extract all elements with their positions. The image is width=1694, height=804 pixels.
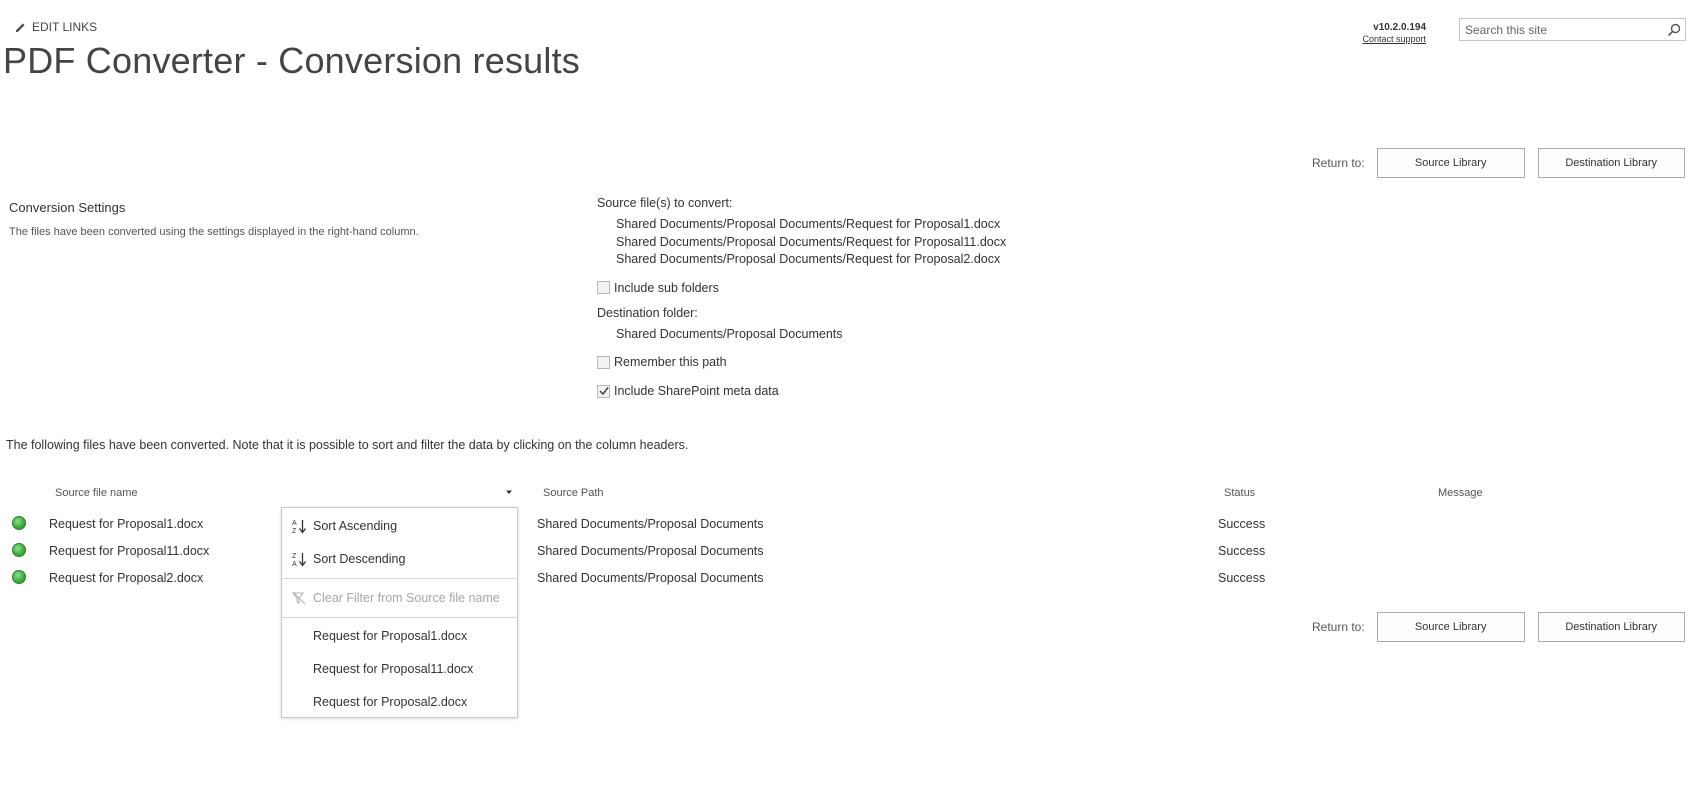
menu-divider	[282, 617, 517, 618]
row-file-name: Request for Proposal2.docx	[49, 571, 204, 585]
edit-links-label: EDIT LINKS	[32, 20, 98, 34]
source-files-label: Source file(s) to convert:	[597, 196, 733, 210]
destination-library-button[interactable]: Destination Library	[1538, 612, 1685, 642]
edit-links-link[interactable]	[15, 20, 97, 34]
sort-descending-label: Sort Descending	[313, 552, 406, 566]
svg-text:A: A	[292, 520, 297, 527]
include-sub-folders-row	[597, 281, 1006, 295]
column-header-status[interactable]: Status	[1224, 487, 1256, 499]
remember-path-label: Remember this path	[614, 355, 727, 369]
include-metadata-label: Include SharePoint meta data	[614, 384, 779, 398]
status-success-icon	[12, 516, 26, 530]
svg-text:Z: Z	[292, 553, 297, 560]
conversion-settings-description: The files have been converted using the settings displayed in the right-hand column.	[9, 226, 419, 238]
include-sub-folders-label: Include sub folders	[614, 280, 719, 295]
source-file-item: Shared Documents/Proposal Documents/Request for Proposal11.docx	[616, 234, 1007, 249]
source-file-item: Shared Documents/Proposal Documents/Request for Proposal2.docx	[616, 252, 1001, 266]
results-info-text: The following files have been converted. Note that it is possible to sort and filter the data by clicking on the column headers.	[6, 438, 689, 452]
include-metadata-checkbox[interactable]	[597, 385, 610, 398]
row-source-path: Shared Documents/Proposal Documents	[537, 517, 764, 531]
settings-form	[597, 196, 1006, 398]
row-file-name: Request for Proposal1.docx	[49, 517, 204, 531]
filter-value-label: Request for Proposal11.docx	[313, 662, 474, 676]
status-success-icon	[12, 570, 26, 584]
search-icon[interactable]	[1667, 23, 1681, 37]
pencil-icon	[15, 22, 26, 33]
return-to-label: Return to:	[1312, 620, 1365, 634]
clear-filter-icon	[291, 590, 307, 606]
remember-path-checkbox[interactable]	[597, 356, 610, 369]
source-library-button[interactable]: Source Library	[1377, 148, 1525, 178]
source-file-item: Shared Documents/Proposal Documents/Request for Proposal1.docx	[616, 217, 1001, 231]
column-header-source-file-name[interactable]: Source file name	[55, 487, 138, 499]
return-nav-top	[1312, 148, 1685, 178]
sort-ascending-icon	[291, 518, 307, 534]
checkmark-icon	[599, 386, 609, 396]
page-title: PDF Converter - Conversion results	[3, 40, 580, 81]
row-source-path: Shared Documents/Proposal Documents	[537, 544, 764, 558]
svg-text:Z: Z	[292, 528, 297, 534]
include-metadata-row	[597, 384, 1006, 398]
destination-folder-label: Destination folder:	[597, 305, 698, 320]
version-number: v10.2.0.194	[1373, 22, 1426, 33]
search-input[interactable]	[1460, 19, 1655, 40]
sort-descending-item[interactable]	[282, 545, 517, 573]
version-block	[1362, 22, 1426, 44]
status-success-icon	[12, 543, 26, 557]
contact-support-link[interactable]: Contact support	[1362, 34, 1426, 44]
include-sub-folders-checkbox[interactable]	[597, 281, 610, 294]
filter-value-item[interactable]	[282, 655, 517, 683]
filter-value-label: Request for Proposal1.docx	[313, 629, 468, 643]
caret-down-icon[interactable]	[505, 488, 513, 496]
column-filter-menu	[281, 507, 518, 718]
row-status: Success	[1218, 517, 1266, 531]
conversion-settings-title: Conversion Settings	[9, 200, 126, 215]
destination-library-button[interactable]: Destination Library	[1538, 148, 1685, 178]
sort-ascending-item[interactable]	[282, 512, 517, 540]
column-header-message[interactable]: Message	[1438, 487, 1483, 499]
row-status: Success	[1218, 571, 1266, 585]
source-library-button[interactable]: Source Library	[1377, 612, 1525, 642]
row-source-path: Shared Documents/Proposal Documents	[537, 571, 764, 585]
svg-text:A: A	[292, 561, 297, 567]
return-nav-bottom	[1312, 612, 1685, 642]
menu-divider	[282, 578, 517, 579]
clear-filter-label: Clear Filter from Source file name	[313, 591, 500, 605]
row-file-name: Request for Proposal11.docx	[49, 544, 210, 558]
remember-path-row	[597, 355, 1006, 369]
filter-value-item[interactable]	[282, 622, 517, 650]
row-status: Success	[1218, 544, 1266, 558]
filter-value-item[interactable]	[282, 688, 517, 716]
column-header-source-path[interactable]: Source Path	[543, 487, 604, 499]
sort-ascending-label: Sort Ascending	[313, 519, 398, 533]
destination-folder-value: Shared Documents/Proposal Documents	[616, 326, 843, 341]
sort-descending-icon	[291, 551, 307, 567]
site-search-box	[1459, 18, 1686, 41]
filter-value-label: Request for Proposal2.docx	[313, 695, 468, 709]
return-to-label: Return to:	[1312, 156, 1365, 170]
clear-filter-item	[282, 584, 517, 612]
